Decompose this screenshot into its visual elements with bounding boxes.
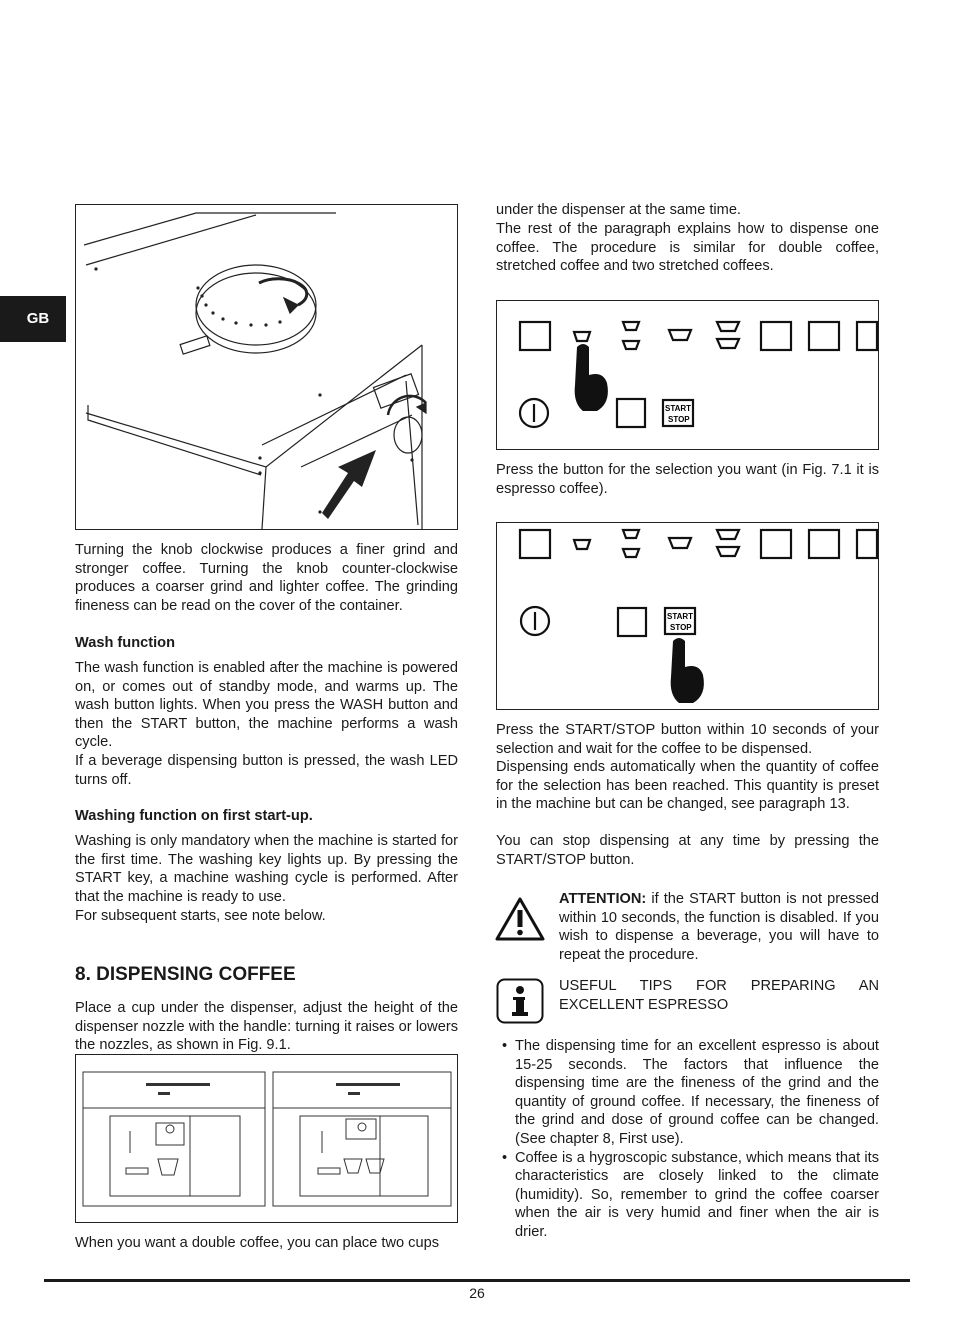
double-coffee-paragraph: When you want a double coffee, you can place two cups — [75, 1235, 439, 1251]
tips-heading: USEFUL TIPS FOR PREPARING AN EXCELLENT ESPRESSO — [559, 978, 879, 1013]
attention-paragraph — [559, 890, 879, 964]
control-panel-illustration-1 — [497, 301, 878, 449]
grind-paragraph: Turning the knob clockwise produces a finer grind and stronger coffee. Turning the knob counter-clockwise produces a coarser grind and lighter coffee. The grinding fineness can be read on the cover of the container. — [75, 542, 458, 614]
tips-list — [496, 1037, 879, 1242]
list-item: • Coffee is a hygroscopic substance, which means that its characteristics are closely linked to the climate (humidity). So, remember to grind the coffee coarser when the air is very humid and finer when the air is drier. — [496, 1149, 879, 1242]
stop-label-2: STOP — [670, 623, 692, 632]
control-panel-figure-2 — [496, 522, 879, 710]
grinder-illustration — [76, 205, 457, 529]
warning-icon — [495, 896, 545, 942]
section-title: 8. DISPENSING COFFEE — [75, 964, 296, 985]
start-label: START — [665, 404, 692, 413]
wash-paragraph-1: The wash function is enabled after the machine is powered on, or comes out of standby mode, and warms up. The wash button lights. When you press the WASH button and then the START button, the machine performs a wash cycle. — [75, 660, 458, 751]
machine-front-figure — [75, 1054, 458, 1223]
start-label-2: START — [667, 612, 694, 621]
attention-text: if the START button is not pressed within 10 seconds, the function is disabled. If you wish to dispense a beverage, you will have to repeat the procedure. — [559, 891, 879, 963]
pointing-hand-icon — [671, 638, 704, 703]
first-startup-heading: Washing function on first start-up. — [75, 808, 313, 824]
machine-front-illustration — [76, 1055, 457, 1222]
grinder-figure — [75, 204, 458, 530]
press-start-paragraph: Press the START/STOP button within 10 seconds of your selection and wait for the coffee to be dispensed. — [496, 722, 879, 757]
control-panel-illustration-2 — [497, 523, 878, 709]
list-item: • The dispensing time for an excellent espresso is about 15-25 seconds. The factors that influence the dispensing time are the fineness of the grind and the quantity of ground coffee. If necessary, the fineness of the grind and dose of ground coffee can be changed. (See chapter 8, First use). — [496, 1037, 879, 1149]
info-icon — [496, 978, 544, 1024]
pointing-hand-icon — [575, 344, 608, 411]
attention-label: ATTENTION: — [559, 891, 647, 907]
stop-dispensing-paragraph: You can stop dispensing at any time by pressing the START/STOP button. — [496, 833, 879, 868]
page-number: 26 — [469, 1285, 485, 1301]
continuation-paragraph-2: The rest of the paragraph explains how to dispense one coffee. The procedure is similar for double coffee, stretched coffee and two stretched coffees. — [496, 221, 879, 275]
footer-rule — [44, 1279, 910, 1282]
stop-label: STOP — [668, 415, 690, 424]
language-tab: GB — [0, 296, 66, 342]
first-startup-paragraph-2: For subsequent starts, see note below. — [75, 908, 326, 924]
wash-paragraph-2: If a beverage dispensing button is pressed, the wash LED turns off. — [75, 753, 458, 788]
continuation-paragraph-1: under the dispenser at the same time. — [496, 202, 741, 218]
control-panel-figure-1 — [496, 300, 879, 450]
press-selection-paragraph: Press the button for the selection you want (in Fig. 7.1 it is espresso coffee). — [496, 462, 879, 497]
wash-heading: Wash function — [75, 635, 175, 651]
first-startup-paragraph-1: Washing is only mandatory when the machine is started for the first time. The washing key lights up. By pressing the START key, a machine washing cycle is performed. After that the machine is ready to use. — [75, 833, 458, 905]
dispensing-ends-paragraph: Dispensing ends automatically when the quantity of coffee for the selection has been reached. This quantity is preset in the machine but can be changed, see paragraph 13. — [496, 759, 879, 813]
dispense-paragraph: Place a cup under the dispenser, adjust the height of the dispenser nozzle with the handle: turning it raises or lowers the nozzles, as shown in Fig. 9.1. — [75, 1000, 458, 1054]
